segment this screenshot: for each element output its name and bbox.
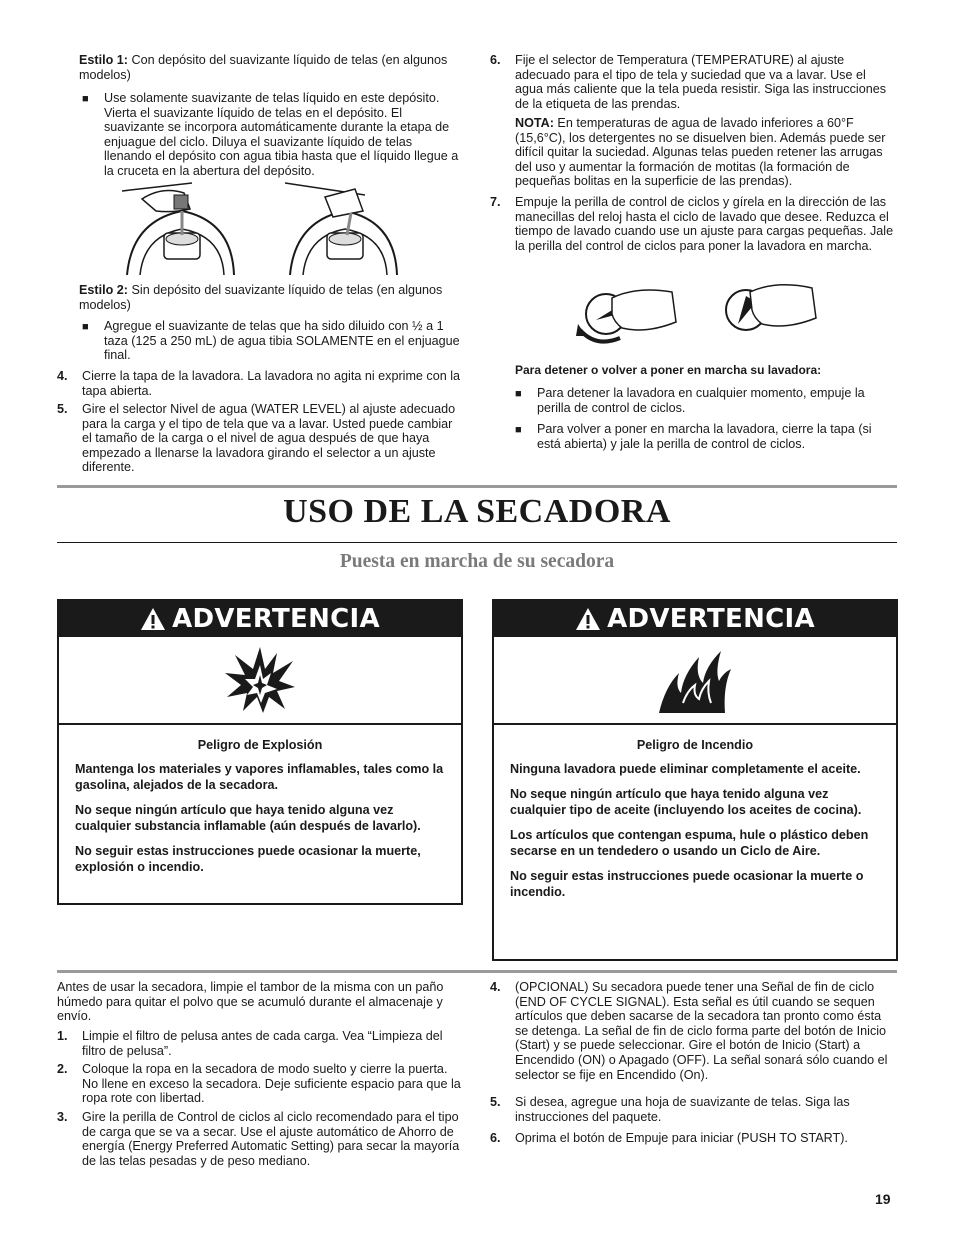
dryer-step-4: 4. (OPCIONAL) Su secadora puede tener una Señal de fin de ciclo (END OF CYCLE SIGNAL). Esta señal es útil cuando se sequen artículos que deben sacarse de la secadora tan pronto como ésta se detenga. La señal de fin de ciclo forma parte del botón de Inicio (Start) y se puede seleccionar. Gire el botón de Inicio (Start) a Encendido (ON) o Apagado (OFF). La señal sonará sólo cuando el selector se fije en Encendido (On). [490,980,888,1082]
warning-paragraph: No seque ningún artículo que haya tenido alguna vez cualquier substancia inflamable (aún después de lavarlo). [75,803,421,833]
warning-paragraph: No seguir estas instrucciones puede ocasionar la muerte o incendio. [510,869,864,899]
warning-title: Peligro de Explosión [197,738,323,752]
bullet-square-icon: ■ [82,93,89,105]
fire-icon [659,647,731,713]
intro-paragraph: Antes de usar la secadora, limpie el tambor de la misma con un paño húmedo para quitar el polvo que se acumuló durante el almacenaje y envío. [57,980,444,1024]
explosion-icon [225,647,295,713]
step-5: 5. Gire el selector Nivel de agua (WATER LEVEL) al ajuste adecuado para la carga y el tipo de tela que va a lavar. Usted puede cambiar el tamaño de la carga o el nivel de agua después de que haya empezado a llenarse la lavadora girando el selector a un ajuste diferente. [57,402,456,475]
bullet-square-icon: ■ [515,388,522,400]
step-6: 6. Fije el selector de Temperatura (TEMPERATURE) al ajuste adecuado para el tipo de tela y suciedad que va a lavar. Use el agua más caliente que la tela pueda resistir. Siga las instrucciones de la etiqueta de las prendas. [490,53,887,111]
section-divider-bottom [57,542,897,543]
warning-body [494,725,896,900]
warning-header: ADVERTENCIA [59,601,461,637]
section-divider-top [57,485,897,488]
step-4: 4. Cierre la tapa de la lavadora. La lavadora no agita ni exprime con la tapa abierta. [57,369,461,398]
section-subtitle: Puesta en marcha de su secadora [339,551,615,572]
warning-box-fire [492,599,898,961]
pour-dispenser-illustration-2 [285,181,405,275]
dryer-step-3: 3. Gire la perilla de Control de ciclos al ciclo recomendado para el tipo de carga que se va a secar. Use el ajuste automático de Ahorro de energía (Energy Preferred Automatic Setting) para secar la mayoría de las telas pesadas y de peso mediano. [57,1110,460,1168]
dryer-step-5: 5. Si desea, agregue una hoja de suavizante de telas. Siga las instrucciones del paquete. [490,1095,850,1124]
warning-box-explosion [57,599,463,905]
warning-paragraph: Mantenga los materiales y vapores inflamables, tales como la gasolina, alejados de la secadora. [75,762,444,792]
warning-title: Peligro de Incendio [636,738,754,752]
lower-divider [57,970,897,973]
stop-bullet-2: ■ Para volver a poner en marcha la lavadora, cierre la tapa (si está abierta) y jale la perilla de control de ciclos. [515,422,872,451]
section-title: USO DE LA SECADORA [283,493,671,530]
stop-heading: Para detener o volver a poner en marcha su lavadora: [515,363,822,377]
estilo1-bullet: ■ Use solamente suavizante de telas líquido en este depósito. Vierta el suavizante líquido de telas en el depósito. El suavizante se incorpora automáticamente durante la etapa de enjuague del ciclo. Diluya el suavizante líquido de telas llenando el depósito con agua tibia hasta que el líquido llegue a la cruceta en la abertura del depósito. [82,91,459,178]
estilo1-paragraph: Estilo 1: Con depósito del suavizante líquido de telas (en algunos modelos) [79,53,448,82]
estilo2-bullet: ■ Agregue el suavizante de telas que ha sido diluido con ½ a 1 taza (125 a 250 mL) de agua tibia SOLAMENTE en el enjuague final. [82,319,460,363]
warning-body [59,725,461,875]
warning-header: ADVERTENCIA [494,601,896,637]
warning-paragraph: No seque ningún artículo que haya tenido alguna vez cualquier tipo de aceite (incluyendo los aceites de cocina). [510,787,862,817]
knob-push-turn-illustration [576,278,680,352]
dryer-step-6: 6. Oprima el botón de Empuje para iniciar (PUSH TO START). [490,1131,848,1145]
warning-paragraph: No seguir estas instrucciones puede ocasionar la muerte, explosión o incendio. [75,844,421,874]
warning-paragraph: Ninguna lavadora puede eliminar completamente el aceite. [510,762,861,776]
bullet-square-icon: ■ [82,321,89,333]
knob-pull-illustration [716,278,820,338]
warning-pictogram [494,637,896,725]
page-number: 19 [875,1191,891,1207]
warning-paragraph: Los artículos que contengan espuma, hule o plástico deben secarse en un tendedero o usando un Ciclo de Aire. [510,828,869,858]
pour-dispenser-illustration-1 [122,181,242,275]
estilo2-paragraph: Estilo 2: Sin depósito del suavizante líquido de telas (en algunos modelos) [79,283,443,312]
step-7: 7. Empuje la perilla de control de ciclos y gírela en la dirección de las manecillas del reloj hasta el ciclo de lavado que desee. Reduzca el tiempo de lavado cuando use un ajuste para cargas pequeñas. Jale la perilla del control de ciclos para poner la lavadora en marcha. [490,195,894,253]
dryer-step-2: 2. Coloque la ropa en la secadora de modo suelto y cierre la puerta. No llene en exceso la secadora. Deje suficiente espacio para que la ropa rote con libertad. [57,1062,461,1106]
warning-pictogram [59,637,461,725]
warning-triangle-icon [140,607,166,631]
stop-bullet-1: ■ Para detener la lavadora en cualquier momento, empuje la perilla de control de ciclos. [515,386,865,415]
warning-triangle-icon [575,607,601,631]
bullet-square-icon: ■ [515,424,522,436]
dryer-step-1: 1. Limpie el filtro de pelusa antes de cada carga. Vea “Limpieza del filtro de pelusa”. [57,1029,443,1058]
nota-paragraph: NOTA: En temperaturas de agua de lavado inferiores a 60°F (15,6°C), los detergentes no se disuelven bien. Además puede ser difícil quitar la suciedad. Algunas telas pueden retener las arrugas del uso y aumentar la formación de motitas (la formación de pequeñas bolitas en la superficie de las prendas). [515,116,886,189]
